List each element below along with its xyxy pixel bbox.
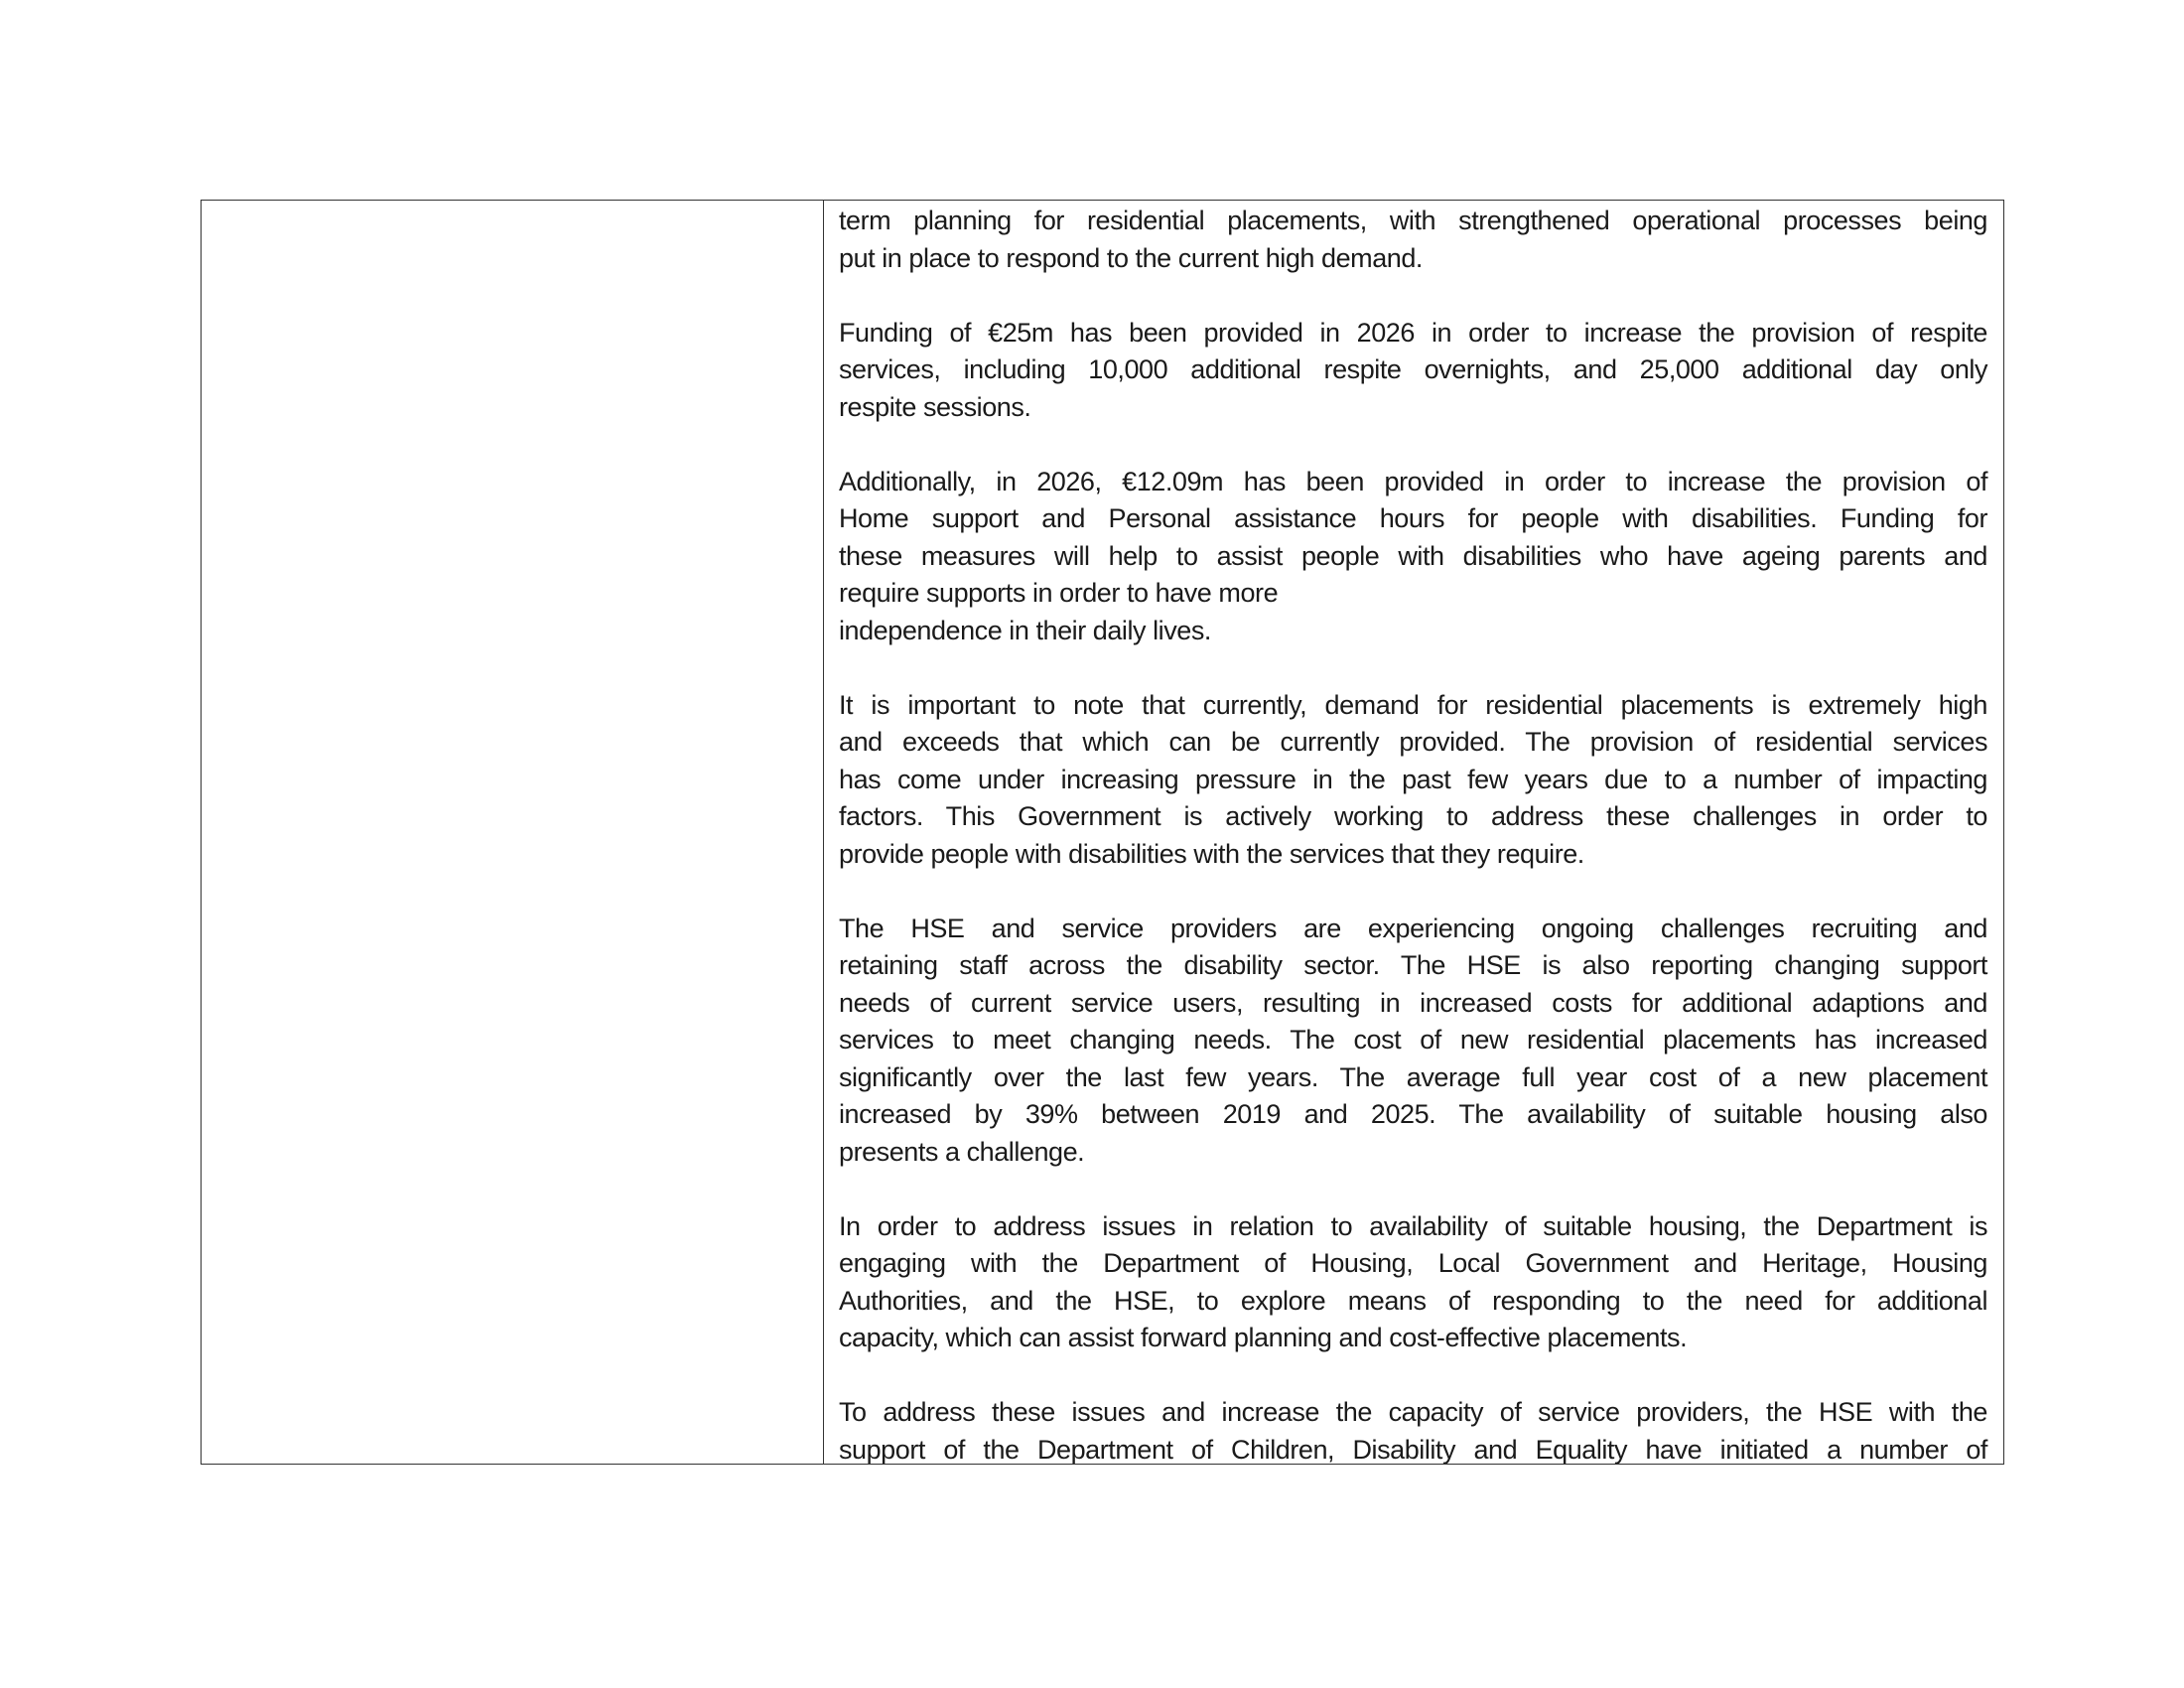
table-left-cell bbox=[202, 201, 824, 1464]
text-line: provide people with disabilities with the services that they require. bbox=[839, 838, 1584, 869]
text-line: has come under increasing pressure in the past few years due to a number of impacting bbox=[839, 764, 1987, 794]
text-line: these measures will help to assist people with disabilities who have ageing parents and bbox=[839, 540, 1987, 571]
text-line: and exceeds that which can be currently provided. The provision of residential services bbox=[839, 727, 1987, 757]
text-line: term planning for residential placements, with strengthened operational processes being bbox=[839, 206, 1987, 235]
text-line: services to meet changing needs. The cost of new residential placements has increased bbox=[839, 1025, 1987, 1055]
text-line: significantly over the last few years. The average full year cost of a new placement bbox=[839, 1061, 1987, 1092]
text-line: needs of current service users, resulting in increased costs for additional adaptions and bbox=[839, 987, 1987, 1018]
text-line: require supports in order to have more bbox=[839, 578, 1279, 608]
text-line: Additionally, in 2026, €12.09m has been provided in order to increase the provision of bbox=[839, 466, 1987, 496]
paragraph-home-support-funding bbox=[839, 464, 1987, 650]
text-line: Home support and Personal assistance hours for people with disabilities. Funding for bbox=[839, 503, 1987, 533]
text-line: In order to address issues in relation to availability of suitable housing, the Department is bbox=[839, 1210, 1987, 1241]
text-line: Authorities, and the HSE, to explore means of responding to the need for additional bbox=[839, 1285, 1987, 1316]
paragraph-residential-planning bbox=[839, 203, 1987, 277]
text-line: Funding of €25m has been provided in 2026 in order to increase the provision of respite bbox=[839, 317, 1987, 348]
text-line: factors. This Government is actively working to address these challenges in order to bbox=[839, 801, 1987, 831]
paragraph-respite-funding bbox=[839, 315, 1987, 427]
text-line: respite sessions. bbox=[839, 391, 1031, 422]
text-line: independence in their daily lives. bbox=[839, 615, 1211, 645]
text-line: services, including 10,000 additional respite overnights, and 25,000 additional day only bbox=[839, 354, 1987, 384]
paragraph-staffing-challenges bbox=[839, 911, 1987, 1172]
text-line: It is important to note that currently, demand for residential placements is extremely high bbox=[839, 689, 1987, 720]
text-line: capacity, which can assist forward planning and cost-effective placements. bbox=[839, 1323, 1688, 1352]
document-table bbox=[201, 200, 2004, 1465]
text-line: increased by 39% between 2019 and 2025. The availability of suitable housing also bbox=[839, 1099, 1987, 1129]
text-line: put in place to respond to the current high demand. bbox=[839, 242, 1423, 273]
text-line: presents a challenge. bbox=[839, 1136, 1085, 1167]
text-line: retaining staff across the disability sector. The HSE is also reporting changing support bbox=[839, 950, 1987, 980]
paragraph-residential-demand bbox=[839, 687, 1987, 874]
text-line: support of the Department of Children, Disability and Equality have initiated a number of bbox=[839, 1434, 1987, 1464]
paragraph-housing-availability bbox=[839, 1208, 1987, 1357]
text-line: The HSE and service providers are experiencing ongoing challenges recruiting and bbox=[839, 913, 1987, 943]
table-right-cell bbox=[824, 201, 2003, 1464]
text-line: engaging with the Department of Housing, Local Government and Heritage, Housing bbox=[839, 1248, 1987, 1278]
paragraph-capacity-initiatives bbox=[839, 1394, 1987, 1464]
text-line: To address these issues and increase the capacity of service providers, the HSE with the bbox=[839, 1397, 1987, 1427]
